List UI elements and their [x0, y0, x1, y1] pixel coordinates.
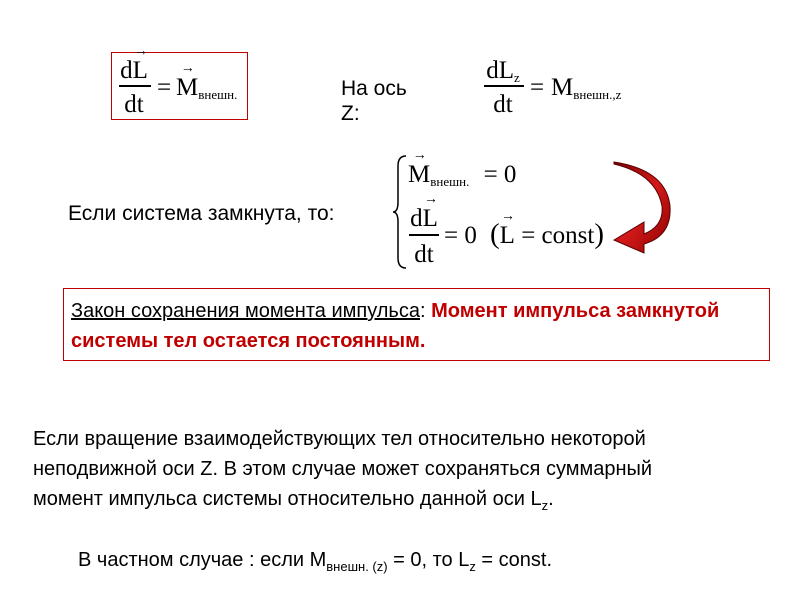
system-line1-sub: внешн.: [430, 174, 470, 189]
paren-open-icon: (: [490, 218, 500, 250]
axis-label-line2: Z:: [341, 102, 360, 125]
paragraph-line2: неподвижной оси Z. В этом случае может сохраняться суммарный: [33, 458, 653, 480]
paragraph-line3-end: .: [548, 488, 554, 510]
system-equations: [392, 150, 622, 272]
system-line1-rhs: = 0: [483, 161, 517, 188]
special-case-text1: В частном случае : если M: [78, 549, 327, 571]
formula-dl-dt-eq-m: [111, 52, 251, 118]
law-title: Закон сохранения момента импульса: [71, 300, 420, 322]
paragraph-line3-text: момент импульса системы относительно данной оси L: [33, 488, 542, 510]
special-case-sub2: z: [469, 559, 476, 574]
formula1-eq: =: [157, 74, 172, 101]
system-line1-M-vector: → M: [408, 162, 430, 187]
formula2-num: dL: [486, 57, 514, 84]
system-line2-num-d: d: [410, 205, 423, 232]
paragraph-line3-sub: z: [541, 498, 549, 513]
paren-close-icon: ): [594, 218, 604, 250]
system-line2-rhs: = 0: [444, 222, 477, 249]
formula2-rhs-sub: внешн.,z: [573, 87, 622, 102]
formula2-num-sub: z: [514, 70, 520, 85]
fraction-bar: [119, 85, 151, 87]
fraction-bar: [409, 234, 439, 236]
system-paren-rhs: = const: [521, 222, 595, 249]
formula2-eq: =: [530, 74, 545, 101]
special-case-text3: = const.: [475, 549, 553, 571]
system-line2-den: dt: [414, 241, 434, 268]
formula1-rhs-sub: внешн.: [198, 87, 238, 102]
system-line2-num-L-vector: → L: [423, 206, 438, 231]
formula-dlz-dt-eq-mz: [478, 52, 658, 118]
special-case: [78, 547, 552, 580]
curved-arrow-icon: [610, 160, 672, 255]
explanation-paragraph: [33, 424, 652, 521]
system-paren-L-vector: → L: [500, 223, 515, 248]
special-case-text2: = 0, то L: [387, 549, 470, 571]
paragraph-line1: Если вращение взаимодействующих тел относительно некоторой: [33, 428, 646, 450]
formula2-den: dt: [493, 91, 513, 118]
axis-label: [341, 76, 407, 126]
axis-label-line1: На ось: [341, 77, 407, 100]
formula1-rhs-M-vector: → M: [176, 75, 198, 100]
formula1-num-d: d: [120, 57, 133, 84]
law-colon: :: [419, 300, 426, 322]
formula1-den: dt: [124, 91, 144, 118]
fraction-bar: [484, 85, 524, 87]
formula2-rhs-M: M: [551, 74, 574, 101]
law-text: [71, 296, 761, 356]
formula1-num-L-vector: → L: [133, 58, 148, 83]
law-statement: Момент импульса замкнутой системы тел остается постоянным.: [71, 300, 720, 352]
closed-system-text: Если система замкнута, то:: [68, 202, 335, 225]
special-case-sub1: внешн. (z): [326, 559, 388, 574]
